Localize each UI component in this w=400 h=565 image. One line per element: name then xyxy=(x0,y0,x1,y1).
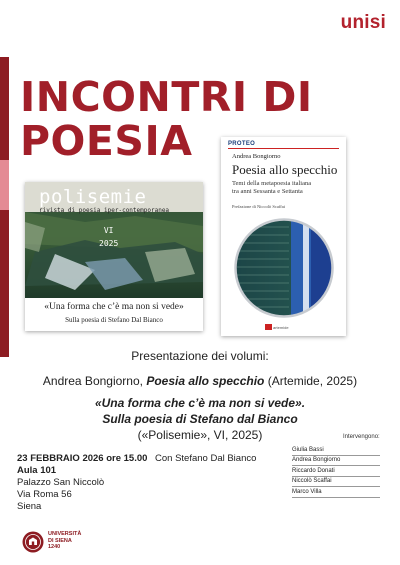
speakers-label: Intervengono: xyxy=(343,434,380,440)
university-seal-icon xyxy=(22,531,44,553)
cover-preface: Prefazione di Niccolò Scaffai xyxy=(232,204,286,209)
publisher-logo: PROTEO xyxy=(228,141,256,147)
speaker-item: Andrea Bongiorno xyxy=(292,456,380,467)
polisemie-cover-image xyxy=(25,182,203,331)
polisemie-issue-year: 2025 xyxy=(99,239,119,248)
speaker-item: Giulia Bassi xyxy=(292,445,380,456)
poesia-allo-specchio-cover-image xyxy=(221,137,346,336)
cover-subtitle-line-1: Temi della metapoesia italiana xyxy=(232,180,312,187)
cover-subtitle-line-2: tra anni Sessanta e Settanta xyxy=(232,188,303,195)
polisemie-caption: Sulla poesia di Stefano Dal Bianco xyxy=(65,316,163,324)
speakers-list xyxy=(292,445,380,498)
imprint-logo-mark xyxy=(265,324,272,330)
polisemie-subtitle: rivista di poesia iper-contemporanea xyxy=(39,207,170,214)
imprint-logo-text: artemide xyxy=(273,325,289,330)
speaker-item: Riccardo Donati xyxy=(292,466,380,477)
university-name xyxy=(48,531,81,551)
polisemie-title: polisemie xyxy=(39,186,147,208)
university-name-line: 1240 xyxy=(48,544,61,550)
cover-subtitle xyxy=(232,180,311,196)
book-1-title: Poesia allo specchio xyxy=(146,374,265,388)
cover-author: Andrea Bongiorno xyxy=(232,153,281,160)
event-address-line: Siena xyxy=(17,501,42,512)
cover-circle-artwork xyxy=(233,217,335,319)
book-1-author: Andrea Bongiorno, xyxy=(42,374,147,388)
brand-logo-text: unisi xyxy=(340,12,386,33)
book-2-title-line-1: «Una forma che c’è ma non si vede». xyxy=(94,396,306,410)
polisemie-quote: «Una forma che c’è ma non si vede» xyxy=(44,302,184,312)
event-date: 23 FEBBRAIO 2026 ore 15.00 xyxy=(17,453,148,464)
event-guest: Con Stefano Dal Bianco xyxy=(155,453,257,464)
speaker-item: Niccolò Scaffai xyxy=(292,477,380,488)
university-name-line: UNIVERSITÀ xyxy=(48,531,82,537)
event-address-line: Via Roma 56 xyxy=(17,489,72,500)
publisher-rule xyxy=(228,148,339,149)
polisemie-issue-number: VI xyxy=(103,226,114,235)
cover-title: Poesia allo specchio xyxy=(232,162,338,177)
event-address-line: Palazzo San Niccolò xyxy=(17,477,105,488)
book-1-publisher: (Artemide, 2025) xyxy=(264,374,358,388)
university-name-line: DI SIENA xyxy=(48,537,72,544)
book-1-line xyxy=(0,374,400,388)
presentation-intro: Presentazione dei volumi: xyxy=(131,349,269,363)
polisemie-issue xyxy=(99,224,118,250)
speaker-item: Marco Villa xyxy=(292,487,380,498)
page-title-line-1: INCONTRI DI xyxy=(20,73,313,121)
book-2-title-line-2: Sulla poesia di Stefano dal Bianco xyxy=(102,412,298,426)
decorative-side-bar-accent xyxy=(0,160,9,210)
book-2-source: («Polisemie», VI, 2025) xyxy=(137,428,263,442)
event-room: Aula 101 xyxy=(17,465,57,476)
event-details xyxy=(17,453,147,513)
page-title-line-2: POESIA xyxy=(20,117,193,165)
